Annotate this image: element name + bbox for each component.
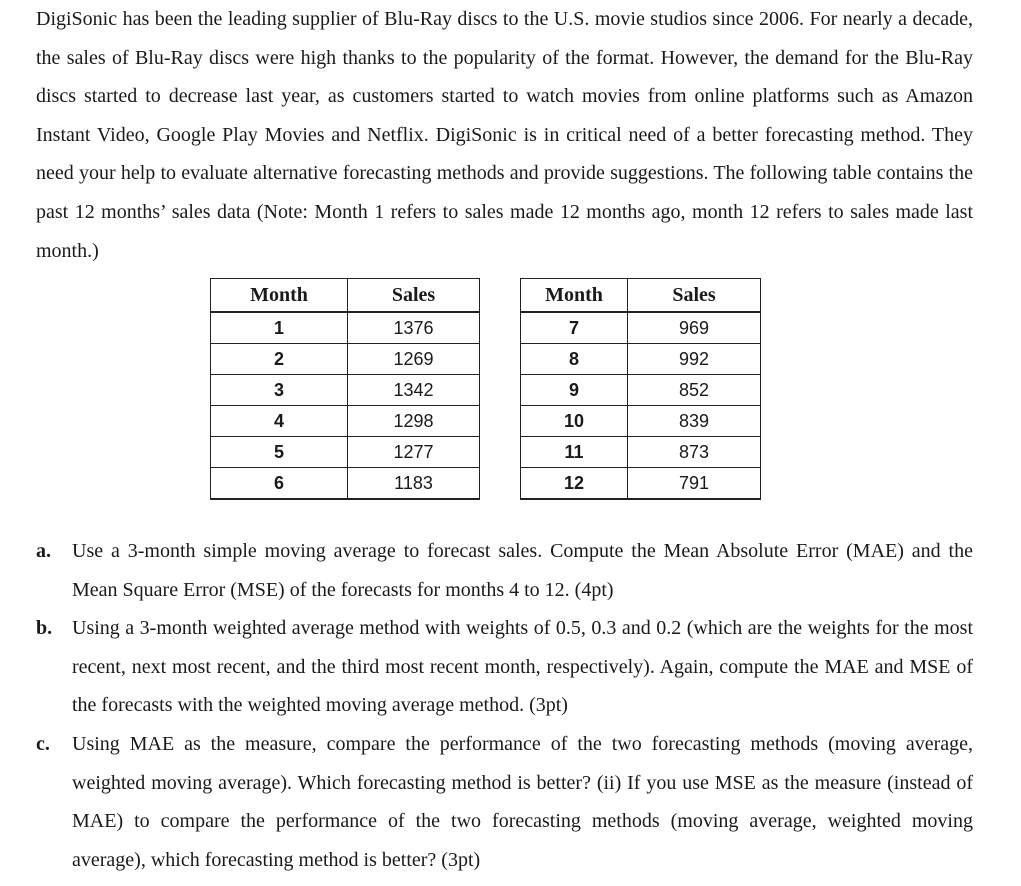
- question-letter: a.: [36, 540, 51, 562]
- table-row: [521, 312, 761, 344]
- sales-table-right: [520, 278, 761, 500]
- question-b: [36, 609, 973, 725]
- sales-header: Sales: [628, 279, 761, 313]
- sales-header: Sales: [348, 279, 480, 313]
- table-header-row: [521, 279, 761, 313]
- question-text: Using a 3-month weighted average method with weights of 0.5, 0.3 and 0.2 (which are the weights for the most recent, next most recent, and the third most recent month, respectively). Again, compute the MAE and MSE of the forecasts with the weighted moving average method. (3pt): [72, 617, 973, 717]
- table-row: [211, 406, 480, 437]
- table-row: [521, 375, 761, 406]
- sales-table-left: [210, 278, 480, 500]
- question-c: [36, 725, 973, 879]
- table-row: [521, 406, 761, 437]
- intro-paragraph: DigiSonic has been the leading supplier of Blu-Ray discs to the U.S. movie studios since 2006. For nearly a decade, the sales of Blu-Ray discs were high thanks to the popularity of the format. However, the demand for the Blu-Ray discs started to decrease last year, as customers started to watch movies from online platforms such as Amazon Instant Video, Google Play Movies and Netflix. DigiSonic is in critical need of a better forecasting method. They need your help to evaluate alternative forecasting methods and provide suggestions. The following table contains the past 12 months’ sales data (Note: Month 1 refers to sales made 12 months ago, month 12 refers to sales made last month.): [36, 8, 973, 262]
- sales-cell: 969: [628, 312, 761, 344]
- month-cell: 6: [211, 468, 348, 500]
- month-cell: 3: [211, 375, 348, 406]
- table-row: [521, 437, 761, 468]
- month-cell: 2: [211, 344, 348, 375]
- question-text: Using MAE as the measure, compare the performance of the two forecasting methods (moving average, weighted moving average). Which forecasting method is better? (ii) If you use MSE as the measure (instead of MAE) to compare the performance of the two forecasting methods (moving average, weighted moving average), which forecasting method is better? (3pt): [72, 732, 973, 871]
- table-row: [211, 468, 480, 500]
- table-row: [211, 437, 480, 468]
- month-cell: 5: [211, 437, 348, 468]
- month-header: Month: [521, 279, 628, 313]
- question-letter: c.: [36, 732, 50, 755]
- sales-cell: 1298: [348, 406, 480, 437]
- question-list: [36, 532, 973, 879]
- month-cell: 10: [521, 406, 628, 437]
- table-row: [211, 375, 480, 406]
- question-letter: b.: [36, 617, 53, 640]
- sales-cell: 839: [628, 406, 761, 437]
- sales-cell: 791: [628, 468, 761, 500]
- month-header: Month: [211, 279, 348, 313]
- month-cell: 11: [521, 437, 628, 468]
- month-cell: 4: [211, 406, 348, 437]
- sales-cell: 852: [628, 375, 761, 406]
- sales-cell: 1376: [348, 312, 480, 344]
- sales-cell: 992: [628, 344, 761, 375]
- question-a: [36, 532, 973, 609]
- table-row: [211, 312, 480, 344]
- month-cell: 1: [211, 312, 348, 344]
- month-cell: 8: [521, 344, 628, 375]
- table-header-row: [211, 279, 480, 313]
- question-text: Use a 3-month simple moving average to forecast sales. Compute the Mean Absolute Error (MAE) and the Mean Square Error (MSE) of the forecasts for months 4 to 12. (4pt): [72, 540, 973, 601]
- sales-cell: 1342: [348, 375, 480, 406]
- month-cell: 9: [521, 375, 628, 406]
- sales-cell: 1277: [348, 437, 480, 468]
- table-row: [521, 468, 761, 500]
- sales-cell: 1269: [348, 344, 480, 375]
- month-cell: 12: [521, 468, 628, 500]
- sales-cell: 873: [628, 437, 761, 468]
- table-row: [211, 344, 480, 375]
- table-row: [521, 344, 761, 375]
- sales-cell: 1183: [348, 468, 480, 500]
- month-cell: 7: [521, 312, 628, 344]
